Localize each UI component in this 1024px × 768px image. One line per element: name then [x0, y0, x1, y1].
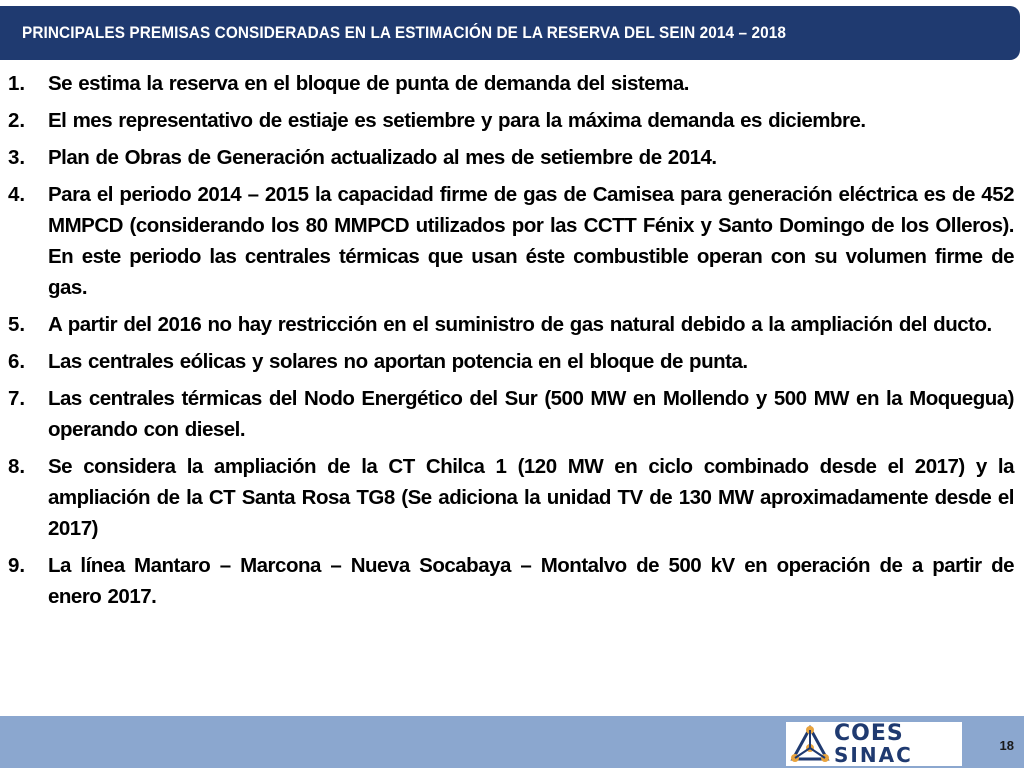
premise-item: [8, 105, 1014, 136]
slide-title: PRINCIPALES PREMISAS CONSIDERADAS EN LA ESTIMACIÓN DE LA RESERVA DEL SEIN 2014 – 2018: [22, 23, 786, 42]
premise-list: [8, 68, 1014, 618]
premise-number: 8.: [8, 455, 26, 478]
premise-number: 4.: [8, 183, 26, 206]
premise-text: La línea Mantaro – Marcona – Nueva Socabaya – Montalvo de 500 kV en operación de a partir de enero 2017.: [48, 554, 1014, 608]
premise-text: Para el periodo 2014 – 2015 la capacidad firme de gas de Camisea para generación eléctrica es de 452 MMPCD (considerando los 80 MMPCD utilizados por las CCTT Fénix y Santo Domingo de los Olleros). En este periodo las centrales térmicas que usan éste combustible operan con su volumen firme de gas.: [48, 183, 1014, 299]
premise-item: [8, 383, 1014, 445]
premise-number: 3.: [8, 146, 26, 169]
triangle-logo-icon: [790, 724, 830, 764]
premise-text: Las centrales térmicas del Nodo Energético del Sur (500 MW en Mollendo y 500 MW en la Moquegua) operando con diesel.: [48, 387, 1014, 441]
premise-item: [8, 142, 1014, 173]
premise-item: [8, 550, 1014, 612]
logo-text-coes: COES: [834, 721, 904, 746]
premise-number: 7.: [8, 387, 26, 410]
coes-sinac-logo: [786, 722, 962, 766]
premise-text: A partir del 2016 no hay restricción en el suministro de gas natural debido a la ampliación del ducto.: [48, 313, 992, 336]
logo-text-sinac: SINAC: [834, 743, 913, 767]
premise-text: Se estima la reserva en el bloque de punta de demanda del sistema.: [48, 72, 689, 95]
premise-number: 5.: [8, 313, 26, 336]
title-bar: [0, 6, 1020, 60]
premise-item: [8, 68, 1014, 99]
premise-text: El mes representativo de estiaje es setiembre y para la máxima demanda es diciembre.: [48, 109, 866, 132]
premise-item: [8, 179, 1014, 303]
premise-text: Las centrales eólicas y solares no aportan potencia en el bloque de punta.: [48, 350, 748, 373]
premise-number: 9.: [8, 554, 26, 577]
premise-item: [8, 451, 1014, 544]
premise-number: 6.: [8, 350, 26, 373]
premise-text: Plan de Obras de Generación actualizado al mes de setiembre de 2014.: [48, 146, 717, 169]
page-number: 18: [999, 738, 1014, 753]
logo-wordmark: [834, 723, 913, 765]
premise-number: 2.: [8, 109, 26, 132]
premise-text: Se considera la ampliación de la CT Chilca 1 (120 MW en ciclo combinado desde el 2017) y la ampliación de la CT Santa Rosa TG8 (Se adiciona la unidad TV de 130 MW aproximadamente desde el 2017): [48, 455, 1014, 540]
premise-item: [8, 346, 1014, 377]
premise-number: 1.: [8, 72, 26, 95]
premise-item: [8, 309, 1014, 340]
